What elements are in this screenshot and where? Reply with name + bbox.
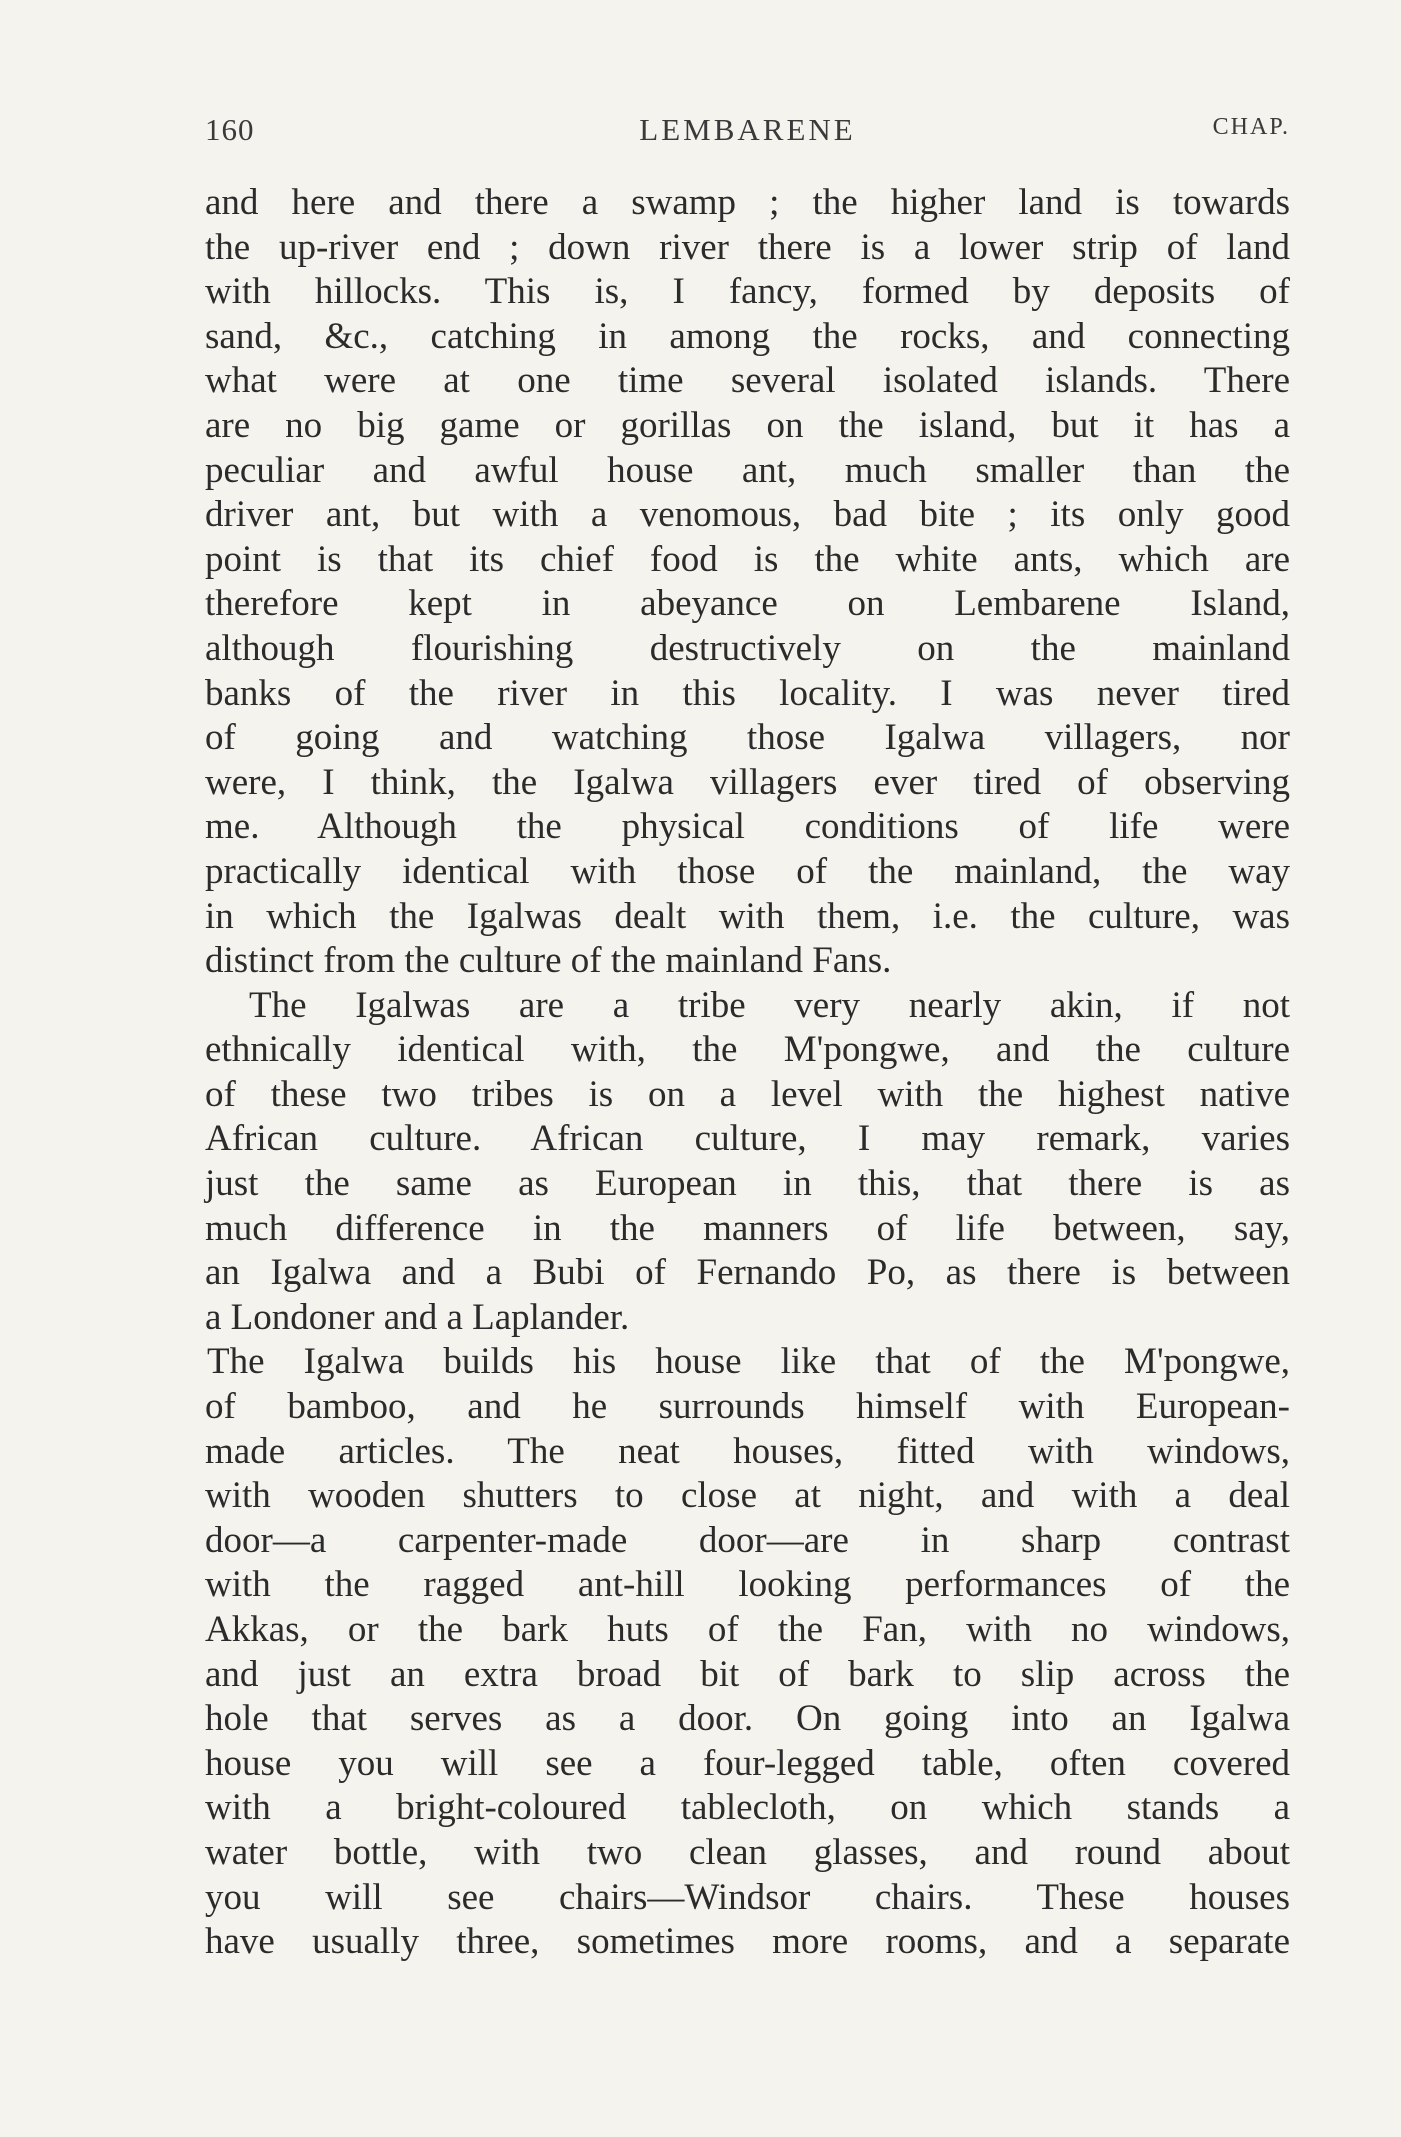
- paragraph-start-line: The Igalwas are a tribe very nearly akin, if not: [249, 984, 1290, 1026]
- text-line: you will see chairs—Windsor chairs. These houses: [205, 1876, 1290, 1918]
- text-line: with hillocks. This is, I fancy, formed by deposits of: [205, 271, 1290, 313]
- text-line: made articles. The neat houses, fitted with windows,: [205, 1430, 1290, 1472]
- page-number: 160: [205, 112, 255, 147]
- text-line: were, I think, the Igalwa villagers ever tired of observing: [205, 761, 1290, 803]
- text-line: practically identical with those of the mainland, the way: [205, 850, 1290, 892]
- text-line: ethnically identical with, the M'pongwe, and the culture: [205, 1029, 1290, 1071]
- text-line: therefore kept in abeyance on Lembarene Island,: [205, 583, 1290, 625]
- text-line: hole that serves as a door. On going into an Igalwa: [205, 1698, 1290, 1740]
- text-line: door—a carpenter-made door—are in sharp contrast: [205, 1519, 1290, 1561]
- text-line: have usually three, sometimes more rooms, and a separate: [205, 1921, 1290, 1963]
- body-text: [205, 181, 1290, 1965]
- text-line: African culture. African culture, I may remark, varies: [205, 1118, 1290, 1160]
- text-line: the up-river end ; down river there is a lower strip of land: [205, 226, 1290, 268]
- text-line: and here and there a swamp ; the higher land is towards: [205, 182, 1290, 223]
- paragraph-end-line: distinct from the culture of the mainland Fans.: [205, 940, 892, 982]
- text-line: peculiar and awful house ant, much smaller than the: [205, 449, 1290, 491]
- text-line: with a bright-coloured tablecloth, on which stands a: [205, 1787, 1290, 1829]
- text-line: banks of the river in this locality. I was never tired: [205, 672, 1290, 714]
- text-line: in which the Igalwas dealt with them, i.e. the culture, was: [205, 895, 1290, 937]
- text-line: with wooden shutters to close at night, and with a deal: [205, 1475, 1290, 1517]
- paragraph-end-line: a Londoner and a Laplander.: [205, 1296, 630, 1338]
- text-line: with the ragged ant-hill looking performances of the: [205, 1564, 1290, 1606]
- text-line: point is that its chief food is the white ants, which are: [205, 538, 1290, 580]
- text-line: of these two tribes is on a level with the highest native: [205, 1073, 1290, 1115]
- text-line: driver ant, but with a venomous, bad bite ; its only good: [205, 494, 1290, 536]
- text-line: Akkas, or the bark huts of the Fan, with no windows,: [205, 1609, 1290, 1650]
- text-line: what were at one time several isolated islands. There: [205, 360, 1290, 402]
- running-head: [205, 112, 1290, 162]
- text-line: sand, &c., catching in among the rocks, and connecting: [205, 315, 1290, 357]
- text-line: water bottle, with two clean glasses, and round about: [205, 1831, 1290, 1873]
- text-line: me. Although the physical conditions of life were: [205, 806, 1290, 848]
- text-line: much difference in the manners of life between, say,: [205, 1207, 1290, 1249]
- running-title: LEMBARENE: [639, 112, 856, 147]
- text-line: and just an extra broad bit of bark to slip across the: [205, 1653, 1290, 1695]
- text-line: of bamboo, and he surrounds himself with European-: [205, 1386, 1290, 1428]
- text-line: just the same as European in this, that there is as: [205, 1163, 1290, 1205]
- paragraph-start-line: The Igalwa builds his house like that of the M'pongwe,: [207, 1341, 1290, 1383]
- chapter-label: CHAP.: [1212, 114, 1290, 140]
- text-line: house you will see a four-legged table, often covered: [205, 1742, 1290, 1784]
- text-line: of going and watching those Igalwa villagers, nor: [205, 717, 1290, 759]
- text-line: although flourishing destructively on the mainland: [205, 627, 1290, 669]
- text-line: an Igalwa and a Bubi of Fernando Po, as there is between: [205, 1252, 1290, 1294]
- text-line: are no big game or gorillas on the island, but it has a: [205, 404, 1290, 446]
